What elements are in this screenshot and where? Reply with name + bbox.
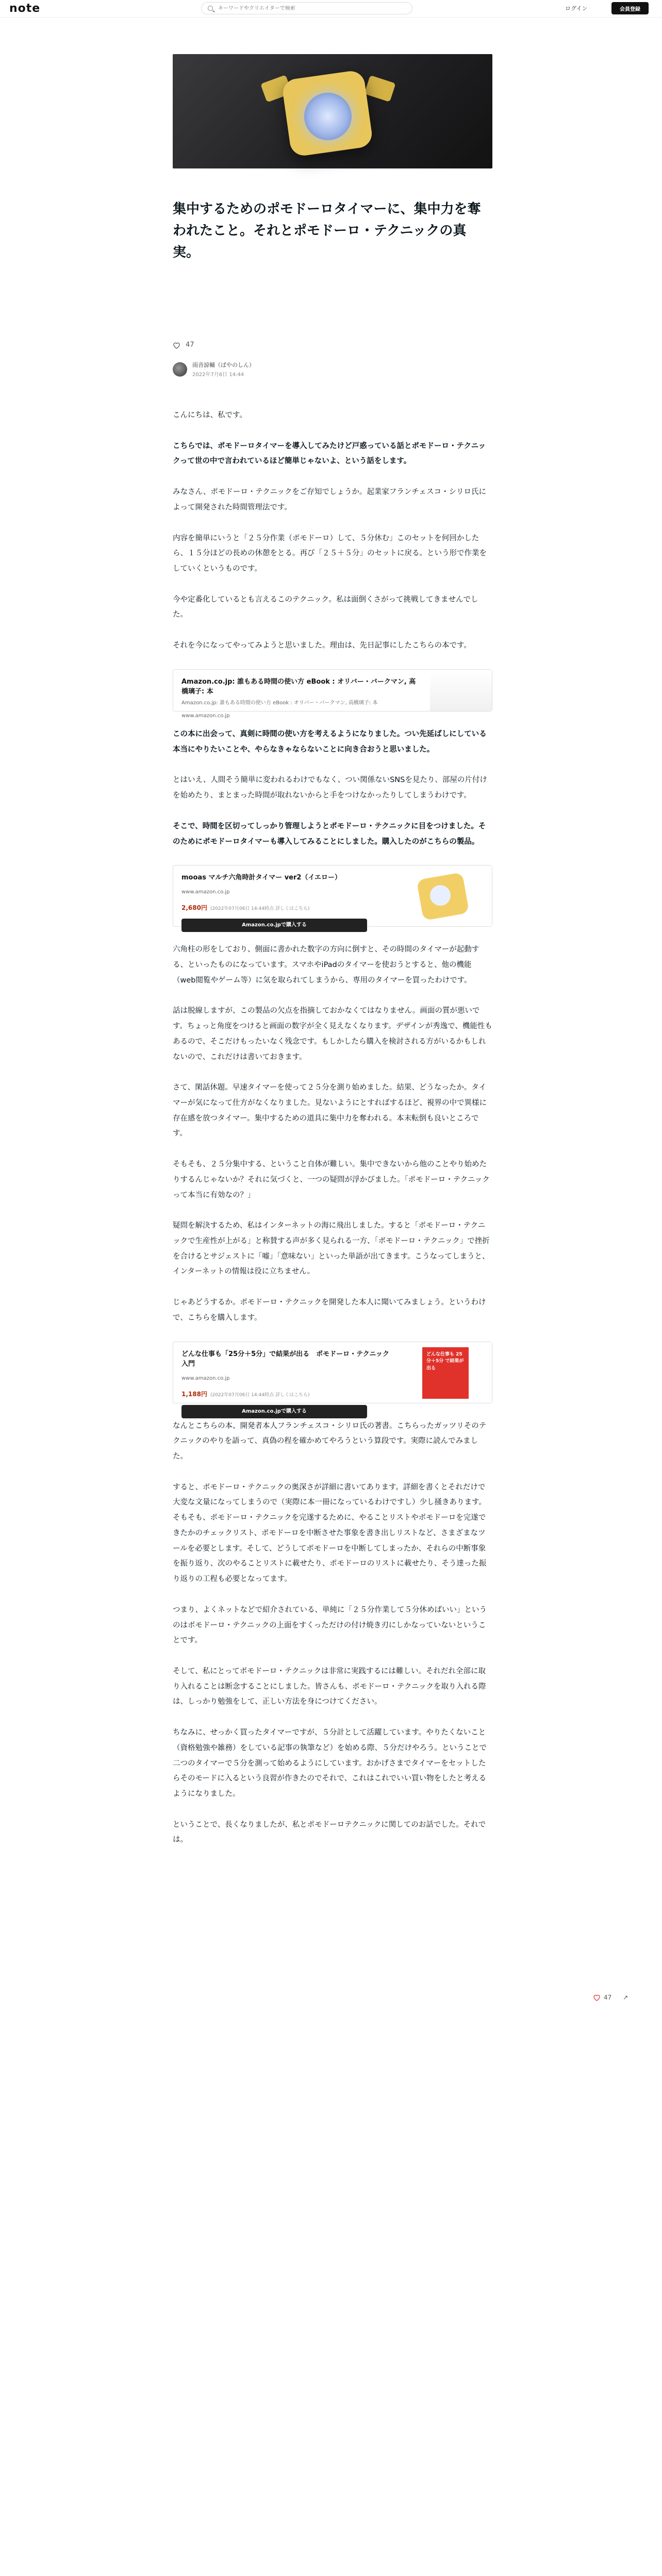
paragraph: ということで、長くなりましたが、私とポモドーロテクニックに関してのお話でした。それでは。 bbox=[173, 1820, 486, 1844]
search-icon bbox=[208, 6, 213, 11]
card-title: どんな仕事も「25分＋5分」で結果が出る ポモドーロ・テクニック入門 bbox=[181, 1350, 389, 1368]
paragraph: ちなみに、せっかく買ったタイマーですが、５分計として活躍しています。やりたくないこと（資格勉強や雑務）をしている記事の執筆など）を始める際、５分だけやろう。ということで二つのタイマーで５分を測って始めるようにしています。おかげさまでタイマーをセットしたらそのモードに入るという良習が作きたのでそれで、これはこれでいい買い物をしたと考えるようになりました。 bbox=[173, 1728, 487, 1798]
author-name[interactable]: 雨音諒輔（ばやのしん） bbox=[192, 362, 255, 368]
note-logo[interactable]: note bbox=[9, 2, 41, 15]
search-input[interactable] bbox=[218, 6, 404, 11]
paragraph: 疑問を解決するため、私はインターネットの海に飛出しました。すると「ポモドーロ・テクニックで生産性が上がる」と称賛する声が多く見られる一方、「ポモドーロ・テクニック」で挫折を合けるとサジェストに「嘘」「意味ない」といった単語が出てきます。こうなってしまうと、インターネットの情報は役に立ちません。 bbox=[173, 1222, 490, 1276]
card-title: Amazon.co.jp: 誰もある時間の使い方 eBook : オリバー・バークマン, 高橋璃子: 本 bbox=[181, 677, 416, 696]
paragraph: みなさん、ポモドーロ・テクニックをご存知でしょうか。起業家フランチェスコ・シリロ氏によって開発された時間管理法です。 bbox=[173, 488, 486, 512]
avatar[interactable] bbox=[173, 362, 187, 377]
search-box[interactable] bbox=[201, 2, 412, 14]
likes-count: 47 bbox=[604, 1994, 612, 2001]
paragraph: そもそも、２５分集中する、ということ自体が難しい。集中できないから他のことやり始めたりするんじゃないか？それに気づくと、一つの疑問が浮かびました。「ポモドーロ・テクニックって本当に有効なの？」 bbox=[173, 1160, 490, 1199]
share-icon[interactable]: ↗ bbox=[623, 1994, 628, 2001]
author-row bbox=[173, 361, 255, 378]
paragraph: つまり、よくネットなどで紹介されている、単純に「２５分作業して５分休めばいい」というのはポモドーロ・テクニックの上面をすくっただけの付け焼き刃にしかなっていないということです。 bbox=[173, 1605, 487, 1645]
site-header bbox=[0, 0, 662, 18]
login-link[interactable]: ログイン bbox=[565, 5, 588, 12]
hero-image bbox=[173, 54, 492, 168]
amazon-buy-button[interactable]: Amazon.co.jpで購入する bbox=[181, 919, 367, 932]
price: 1,188円 (2022年07月06日 14:44時点 詳しくはこちら) bbox=[181, 1391, 310, 1398]
card-url: www.amazon.co.jp bbox=[181, 889, 230, 895]
link-card[interactable] bbox=[173, 669, 492, 719]
card-desc: Amazon.co.jp: 誰もある時間の使い方 eBook : オリバー・バークマン, 高橋璃子: 本 bbox=[181, 700, 378, 706]
paragraph: そこで、時間を区切ってしっかり管理しようとポモドーロ・テクニックに目をつけました。そのためにポモドーロタイマーも導入してみることにしました。購入したのがこちらの製品。 bbox=[173, 822, 486, 846]
paragraph: とはいえ、人間そう簡単に変われるわけでもなく、つい関係ないSNSを見たり、部屋の片付けを始めたり、まとまった時間が取れないからと手をつけなかったりしてしまうわけです。 bbox=[173, 776, 487, 800]
likes-row bbox=[173, 341, 194, 349]
paragraph: なんとこちらの本、開発者本人フランチェスコ・シリロ氏の著書。こちらったガッツリそのテクニックのやりを語って、真偽の程を確かめてやろうという算段です。実際に読んでみました。 bbox=[173, 1421, 487, 1461]
paragraph: さて、閑話休題。早速タイマーを使って２５分を測り始めました。結果、どうなったか。タイマーが気になって仕方がなくなりました。見ないようにとすればするほど、視界の中で異様に存在感を放つタイマー。集中するための道具に集中力を奪われる。本末転倒も良いところです。 bbox=[173, 1083, 487, 1138]
book-cover-image bbox=[430, 670, 492, 711]
heart-icon[interactable] bbox=[173, 342, 180, 349]
amazon-card[interactable] bbox=[173, 1342, 492, 1414]
paragraph: 話は脱線しますが、この製品の欠点を指摘しておかなくてはなりません。画面の質が悪いです。ちょっと角度をつけると画面の数字が全く見えなくなります。デザインが秀逸で、機能性もあるので、そこだけもったいなく残念です。もしかしたら購入を検討される方がいるかもしれないので、これだけは書いておきます。 bbox=[173, 1007, 492, 1061]
card-title: mooas マルチ六角時計タイマー ver2（イエロー） bbox=[181, 874, 341, 882]
heart-icon[interactable] bbox=[593, 1994, 601, 2001]
paragraph: この本に出会って、真剣に時間の使い方を考えるようになりました。つい先延ばしにしている本当にやりたいことや、やらなきゃならないことに向き合おうと思いました。 bbox=[173, 730, 487, 754]
paragraph: 内容を簡単にいうと「２５分作業（ポモドーロ）して、５分休む」このセットを何回かしたら、１５分ほどの長めの休憩をとる。再び「２５＋５分」のセットに戻る。という形で作業をしていくというものです。 bbox=[173, 534, 487, 573]
paragraph: 六角柱の形をしており、側面に書かれた数字の方向に倒すと、その時間のタイマーが起動する、といったものになっています。スマホやiPadのタイマーを使おうとすると、他の機能（web閲覧やゲーム等）に気を取られてしまうから、専用のタイマーを買ったわけです。 bbox=[173, 945, 479, 985]
likes-count: 47 bbox=[186, 341, 194, 349]
post-date: 2022年7月6日 14:44 bbox=[192, 372, 244, 378]
paragraph: こんにちは、私です。 bbox=[173, 411, 247, 419]
paragraph: それを今になってやってみようと思いました。理由は、先日記事にしたこちらの本です。 bbox=[173, 641, 471, 650]
article-body bbox=[173, 408, 492, 1863]
amazon-buy-button[interactable]: Amazon.co.jpで購入する bbox=[181, 1405, 367, 1418]
paragraph: こちらでは、ポモドーロタイマーを導入してみたけど戸惑っている話とポモドーロ・テクニックって世の中で言われているほど簡単じゃないよ、という話をします。 bbox=[173, 442, 486, 466]
amazon-card[interactable] bbox=[173, 865, 492, 927]
paragraph: すると、ポモドーロ・テクニックの奥深さが詳細に書いてあります。詳細を書くとそれだけで大変な文量になってしまうので（実際に本一冊になっているわけですし）少し掻きあります。そもそも、ポモドーロ・テクニックを完遂するために、やることリストやポモドーロを完遂できたかのチェックリスト、ポモドーロを中断させた事象を書き出しリストなど、さまざまなツールを必要とします。そして、どうしてポモドーロを中断してしまったか、それらの中断事象を振り返り、次のやることリストに載せたり、ポモドーロのリストに載せたり、そう達った振り返りの工程も必要となってます。 bbox=[173, 1483, 487, 1584]
paragraph: じゃあどうするか。ポモドーロ・テクニックを開発した本人に聞いてみましょう。というわけで、こちらを購入します。 bbox=[173, 1298, 486, 1322]
book-cover-image: どんな仕事も 25分＋5分 で結果が出る bbox=[399, 1342, 492, 1403]
signup-button[interactable]: 会員登録 bbox=[611, 2, 649, 14]
paragraph: 今や定番化しているとも言えるこのテクニック。私は面倒くさがって挑戦してきませんでした。 bbox=[173, 595, 478, 619]
card-url: www.amazon.co.jp bbox=[181, 713, 230, 719]
article-title: 集中するためのポモドーロタイマーに、集中力を奪われたこと。それとポモドーロ・テクニックの真実。 bbox=[173, 201, 481, 261]
card-url: www.amazon.co.jp bbox=[181, 1375, 230, 1381]
paragraph: そして、私にとってポモドーロ・テクニックは非常に実践するには難しい。それだれ全部に取り入れることは断念することにしました。皆さんも、ポモドーロ・テクニックを取り入れる際は、しっかり勉強をして、正しい方法を身につけてください。 bbox=[173, 1667, 486, 1706]
floating-action-bar bbox=[593, 1994, 628, 2001]
product-image bbox=[399, 866, 492, 926]
price: 2,680円 (2022年07月06日 14:44時点 詳しくはこちら) bbox=[181, 904, 310, 912]
